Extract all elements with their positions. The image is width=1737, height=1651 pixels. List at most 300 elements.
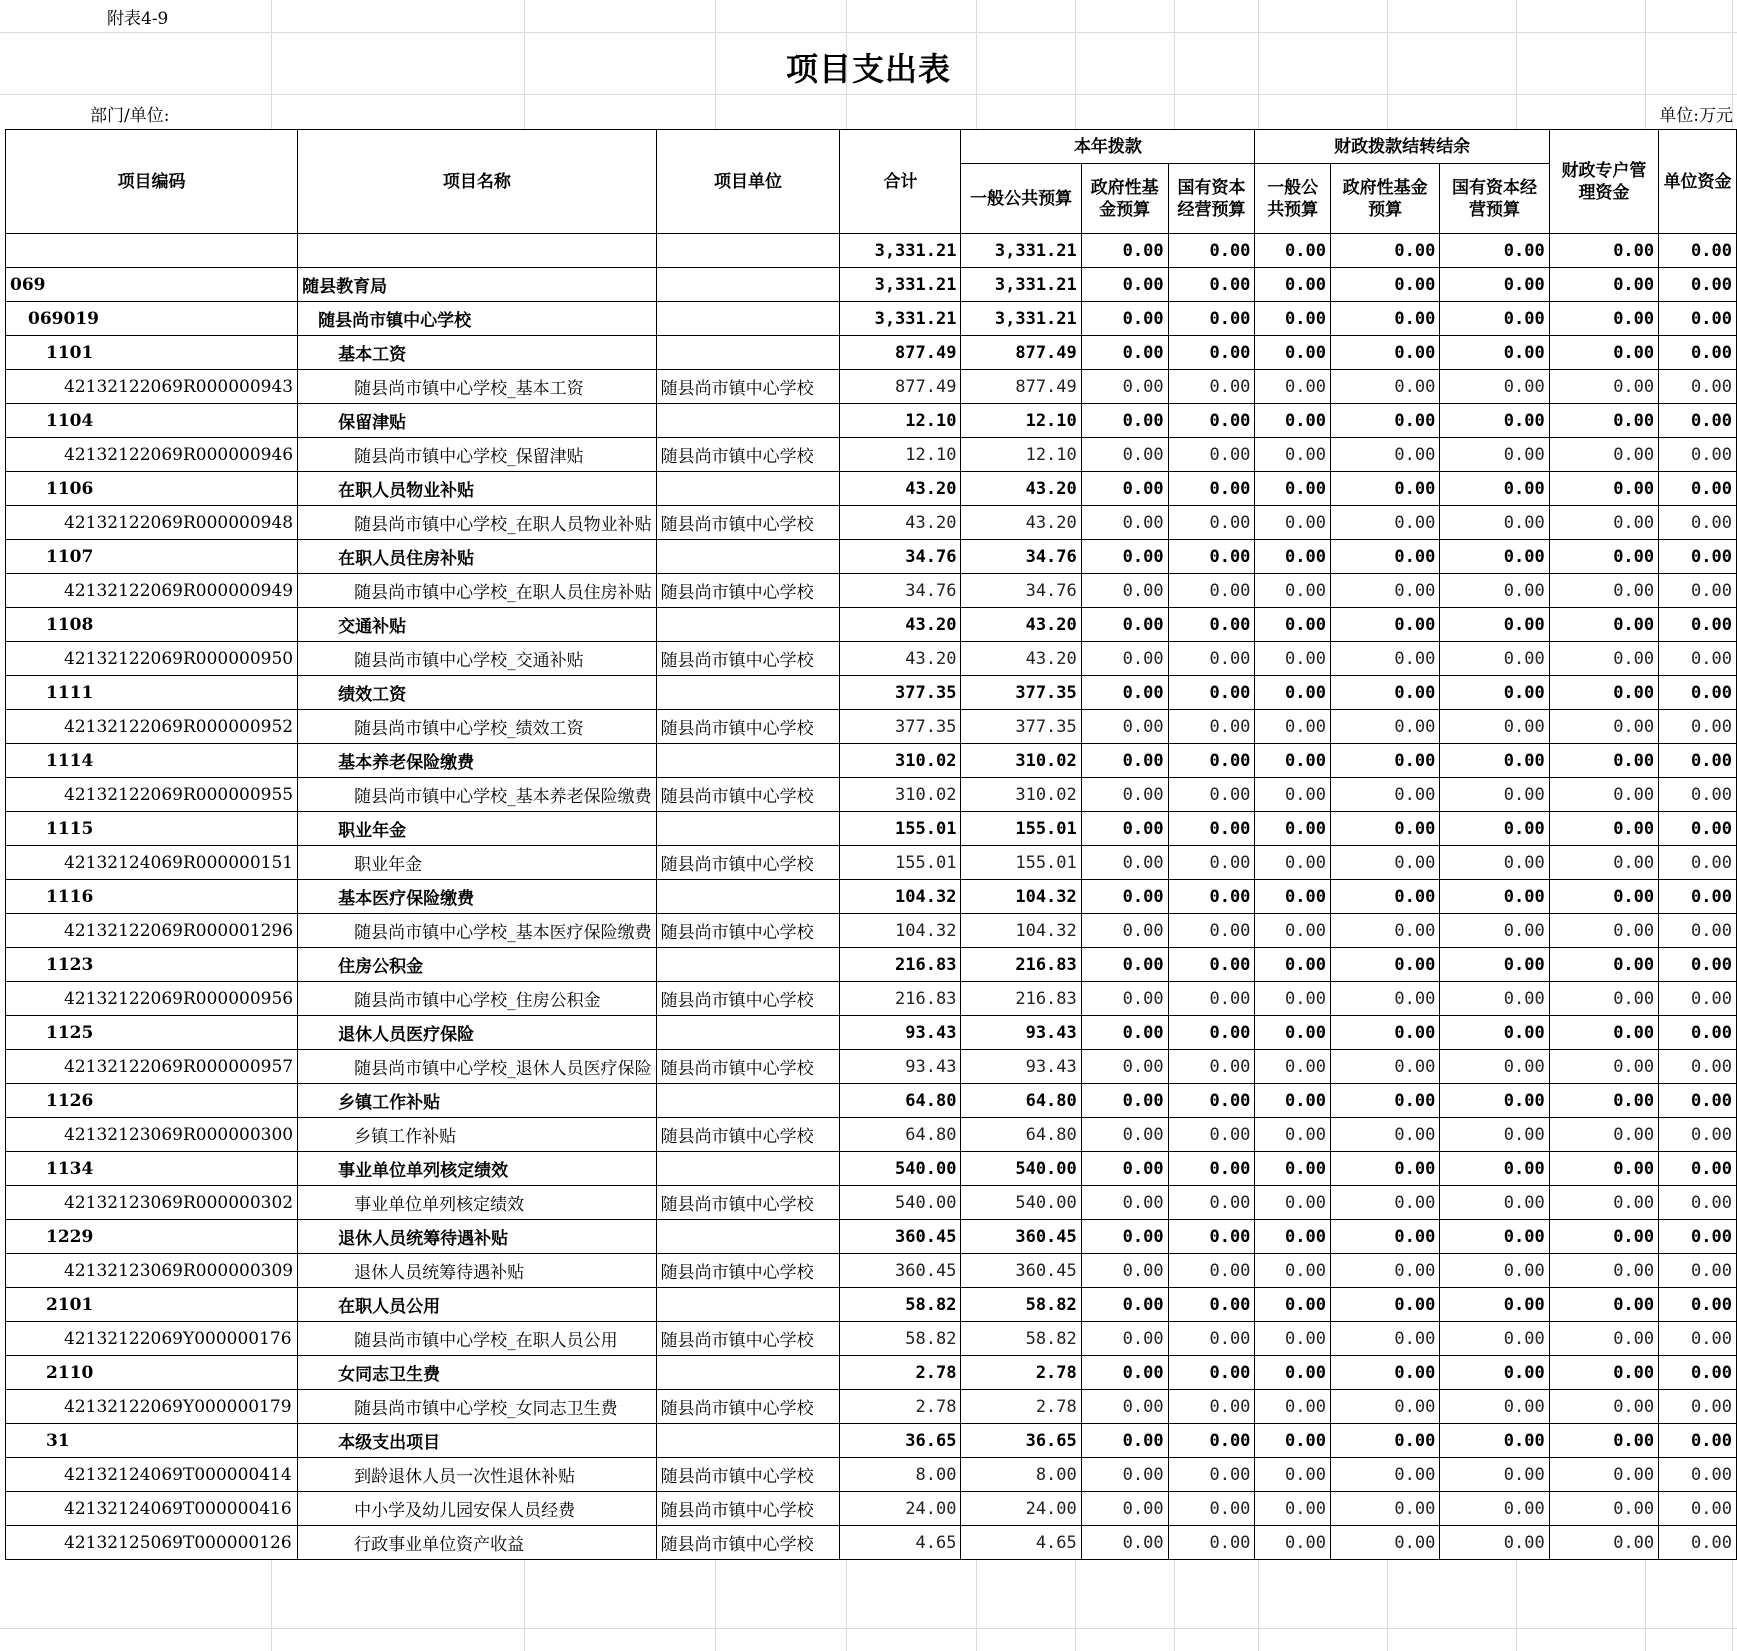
cell-amount: 155.01 (840, 846, 961, 880)
table-row (6, 506, 1737, 540)
cell-project-unit: 随县尚市镇中心学校 (656, 1390, 840, 1424)
cell-amount: 0.00 (1081, 1390, 1168, 1424)
cell-amount: 0.00 (1440, 982, 1549, 1016)
table-row (6, 914, 1737, 948)
cell-amount: 877.49 (961, 336, 1081, 370)
cell-amount: 0.00 (1081, 268, 1168, 302)
cell-amount: 0.00 (1081, 1492, 1168, 1526)
cell-amount: 0.00 (1659, 336, 1737, 370)
cell-project-unit (656, 676, 840, 710)
cell-project-name: 基本工资 (298, 336, 657, 370)
cell-amount: 0.00 (1330, 1288, 1439, 1322)
table-row (6, 370, 1737, 404)
cell-amount: 24.00 (840, 1492, 961, 1526)
cell-project-code: 42132122069Y000000179 (6, 1390, 298, 1424)
table-row (6, 812, 1737, 846)
cell-project-unit: 随县尚市镇中心学校 (656, 914, 840, 948)
cell-amount: 0.00 (1081, 472, 1168, 506)
cell-amount: 0.00 (1330, 540, 1439, 574)
cell-project-code: 42132122069R000000955 (6, 778, 298, 812)
cell-project-unit (656, 1220, 840, 1254)
cell-project-name: 在职人员住房补贴 (298, 540, 657, 574)
cell-project-unit: 随县尚市镇中心学校 (656, 778, 840, 812)
cell-amount: 0.00 (1440, 302, 1549, 336)
cell-amount: 0.00 (1330, 1492, 1439, 1526)
cell-amount: 0.00 (1330, 336, 1439, 370)
cell-project-name: 随县尚市镇中心学校_基本养老保险缴费 (298, 778, 657, 812)
cell-amount: 0.00 (1255, 1288, 1331, 1322)
cell-amount: 0.00 (1659, 710, 1737, 744)
cell-project-unit (656, 1016, 840, 1050)
cell-amount: 0.00 (1440, 914, 1549, 948)
table-row (6, 268, 1737, 302)
cell-amount: 0.00 (1081, 846, 1168, 880)
cell-amount: 540.00 (840, 1152, 961, 1186)
cell-amount: 0.00 (1168, 778, 1255, 812)
cell-amount: 93.43 (961, 1016, 1081, 1050)
cell-project-code: 1104 (6, 404, 298, 438)
cell-amount: 0.00 (1549, 1390, 1658, 1424)
cell-amount: 58.82 (840, 1288, 961, 1322)
cell-amount: 0.00 (1659, 540, 1737, 574)
cell-amount: 0.00 (1168, 506, 1255, 540)
cell-amount: 0.00 (1659, 982, 1737, 1016)
cell-amount: 0.00 (1081, 1424, 1168, 1458)
cell-amount: 0.00 (1168, 880, 1255, 914)
cell-amount: 0.00 (1440, 1390, 1549, 1424)
cell-project-unit (656, 472, 840, 506)
cell-amount: 3,331.21 (961, 268, 1081, 302)
cell-project-name: 在职人员公用 (298, 1288, 657, 1322)
cell-project-name: 乡镇工作补贴 (298, 1084, 657, 1118)
cell-amount: 0.00 (1255, 982, 1331, 1016)
cell-amount: 34.76 (840, 540, 961, 574)
table-row (6, 404, 1737, 438)
cell-amount: 360.45 (840, 1220, 961, 1254)
cell-amount: 0.00 (1549, 1084, 1658, 1118)
cell-project-name: 随县尚市镇中心学校_保留津贴 (298, 438, 657, 472)
table-row (6, 1016, 1737, 1050)
cell-amount: 0.00 (1330, 506, 1439, 540)
cell-amount: 0.00 (1549, 608, 1658, 642)
cell-amount: 0.00 (1168, 370, 1255, 404)
cell-amount: 377.35 (840, 710, 961, 744)
cell-amount: 0.00 (1440, 234, 1549, 268)
cell-amount: 0.00 (1081, 744, 1168, 778)
cell-project-name: 职业年金 (298, 812, 657, 846)
cell-amount: 0.00 (1255, 948, 1331, 982)
cell-project-name: 随县尚市镇中心学校_女同志卫生费 (298, 1390, 657, 1424)
cell-amount: 377.35 (961, 710, 1081, 744)
cell-amount: 0.00 (1081, 1220, 1168, 1254)
cell-amount: 0.00 (1659, 1118, 1737, 1152)
table-row (6, 1424, 1737, 1458)
cell-amount: 0.00 (1659, 1084, 1737, 1118)
cell-amount: 0.00 (1659, 608, 1737, 642)
cell-amount: 3,331.21 (840, 302, 961, 336)
cell-amount: 0.00 (1659, 1424, 1737, 1458)
cell-amount: 0.00 (1549, 540, 1658, 574)
cell-project-code: 42132122069R000000946 (6, 438, 298, 472)
cell-amount: 0.00 (1549, 914, 1658, 948)
gridline (0, 32, 1737, 33)
cell-amount: 0.00 (1440, 846, 1549, 880)
cell-project-unit: 随县尚市镇中心学校 (656, 370, 840, 404)
cell-amount: 0.00 (1081, 1084, 1168, 1118)
cell-amount: 0.00 (1330, 1220, 1439, 1254)
cell-project-code: 1126 (6, 1084, 298, 1118)
cell-amount: 0.00 (1659, 1016, 1737, 1050)
cell-amount: 0.00 (1330, 948, 1439, 982)
cell-project-name: 随县尚市镇中心学校_在职人员住房补贴 (298, 574, 657, 608)
cell-amount: 0.00 (1255, 404, 1331, 438)
cell-amount: 0.00 (1330, 642, 1439, 676)
cell-amount: 104.32 (961, 880, 1081, 914)
cell-amount: 0.00 (1549, 1152, 1658, 1186)
cell-project-code: 42132125069T000000126 (6, 1526, 298, 1560)
cell-amount: 0.00 (1659, 778, 1737, 812)
cell-project-name: 交通补贴 (298, 608, 657, 642)
cell-project-unit: 随县尚市镇中心学校 (656, 1458, 840, 1492)
cell-amount: 36.65 (961, 1424, 1081, 1458)
cell-project-unit (656, 1424, 840, 1458)
cell-amount: 0.00 (1330, 1356, 1439, 1390)
cell-project-code (6, 234, 298, 268)
cell-amount: 0.00 (1255, 1016, 1331, 1050)
table-row (6, 1526, 1737, 1560)
header-total: 合计 (840, 130, 961, 234)
cell-amount: 0.00 (1255, 302, 1331, 336)
cell-amount: 0.00 (1330, 982, 1439, 1016)
cell-project-name: 在职人员物业补贴 (298, 472, 657, 506)
cell-project-code: 1108 (6, 608, 298, 642)
header-gov-fund-budget: 政府性基金预算 (1081, 164, 1168, 234)
cell-amount: 0.00 (1081, 914, 1168, 948)
cell-amount: 0.00 (1330, 574, 1439, 608)
cell-project-unit: 随县尚市镇中心学校 (656, 1118, 840, 1152)
cell-project-code: 42132122069R000000950 (6, 642, 298, 676)
cell-project-unit: 随县尚市镇中心学校 (656, 574, 840, 608)
cell-amount: 0.00 (1659, 1220, 1737, 1254)
cell-amount: 0.00 (1255, 1458, 1331, 1492)
cell-project-name: 到龄退休人员一次性退休补贴 (298, 1458, 657, 1492)
cell-amount: 0.00 (1168, 336, 1255, 370)
table-row (6, 676, 1737, 710)
cell-amount: 93.43 (840, 1016, 961, 1050)
cell-amount: 43.20 (840, 472, 961, 506)
cell-amount: 877.49 (840, 370, 961, 404)
cell-amount: 0.00 (1168, 1288, 1255, 1322)
cell-amount: 0.00 (1659, 506, 1737, 540)
cell-amount: 0.00 (1330, 778, 1439, 812)
cell-amount: 0.00 (1440, 1186, 1549, 1220)
cell-amount: 0.00 (1549, 1254, 1658, 1288)
cell-amount: 0.00 (1081, 1526, 1168, 1560)
cell-project-name: 基本医疗保险缴费 (298, 880, 657, 914)
cell-amount: 0.00 (1659, 846, 1737, 880)
cell-project-name: 随县尚市镇中心学校_交通补贴 (298, 642, 657, 676)
cell-amount: 0.00 (1549, 1016, 1658, 1050)
cell-amount: 0.00 (1659, 676, 1737, 710)
cell-amount: 2.78 (840, 1390, 961, 1424)
cell-project-unit (656, 336, 840, 370)
cell-amount: 0.00 (1168, 574, 1255, 608)
header-own-funds: 单位资金 (1659, 130, 1737, 234)
cell-amount: 0.00 (1659, 1288, 1737, 1322)
cell-amount: 12.10 (961, 438, 1081, 472)
cell-amount: 0.00 (1168, 846, 1255, 880)
cell-project-name: 中小学及幼儿园安保人员经费 (298, 1492, 657, 1526)
cell-amount: 0.00 (1255, 710, 1331, 744)
cell-amount: 0.00 (1330, 1050, 1439, 1084)
cell-project-unit (656, 540, 840, 574)
cell-amount: 93.43 (961, 1050, 1081, 1084)
cell-amount: 0.00 (1255, 676, 1331, 710)
cell-amount: 877.49 (840, 336, 961, 370)
cell-amount: 0.00 (1549, 744, 1658, 778)
cell-amount: 0.00 (1440, 710, 1549, 744)
cell-amount: 0.00 (1659, 880, 1737, 914)
cell-amount: 64.80 (840, 1084, 961, 1118)
cell-amount: 0.00 (1659, 1186, 1737, 1220)
header-state-capital-budget: 国有资本经营预算 (1168, 164, 1255, 234)
cell-project-code: 1106 (6, 472, 298, 506)
cell-amount: 0.00 (1549, 1458, 1658, 1492)
cell-amount: 0.00 (1255, 846, 1331, 880)
cell-amount: 0.00 (1440, 1016, 1549, 1050)
cell-project-name (298, 234, 657, 268)
cell-amount: 0.00 (1081, 370, 1168, 404)
cell-amount: 0.00 (1659, 1458, 1737, 1492)
cell-amount: 0.00 (1549, 1492, 1658, 1526)
cell-amount: 0.00 (1440, 1458, 1549, 1492)
cell-amount: 0.00 (1168, 812, 1255, 846)
cell-amount: 0.00 (1168, 404, 1255, 438)
cell-amount: 0.00 (1081, 404, 1168, 438)
cell-amount: 3,331.21 (840, 268, 961, 302)
cell-project-code: 069019 (6, 302, 298, 336)
cell-amount: 0.00 (1440, 642, 1549, 676)
cell-project-name: 随县尚市镇中心学校_在职人员物业补贴 (298, 506, 657, 540)
cell-amount: 0.00 (1330, 846, 1439, 880)
cell-project-name: 住房公积金 (298, 948, 657, 982)
cell-amount: 64.80 (840, 1118, 961, 1152)
cell-amount: 0.00 (1440, 1424, 1549, 1458)
cell-amount: 0.00 (1330, 1186, 1439, 1220)
cell-amount: 0.00 (1330, 234, 1439, 268)
header-carryover-gov-fund-budget: 政府性基金预算 (1330, 164, 1439, 234)
cell-amount: 0.00 (1168, 472, 1255, 506)
cell-amount: 34.76 (961, 540, 1081, 574)
cell-amount: 0.00 (1440, 268, 1549, 302)
cell-amount: 0.00 (1081, 982, 1168, 1016)
cell-amount: 0.00 (1255, 336, 1331, 370)
cell-project-name: 行政事业单位资产收益 (298, 1526, 657, 1560)
cell-amount: 0.00 (1330, 268, 1439, 302)
cell-amount: 0.00 (1081, 506, 1168, 540)
cell-amount: 0.00 (1330, 608, 1439, 642)
cell-amount: 0.00 (1081, 812, 1168, 846)
cell-project-unit: 随县尚市镇中心学校 (656, 1492, 840, 1526)
cell-amount: 3,331.21 (840, 234, 961, 268)
table-row (6, 642, 1737, 676)
cell-amount: 4.65 (961, 1526, 1081, 1560)
cell-amount: 2.78 (961, 1356, 1081, 1390)
table-row (6, 1152, 1737, 1186)
cell-project-code: 2110 (6, 1356, 298, 1390)
cell-amount: 0.00 (1081, 642, 1168, 676)
cell-amount: 0.00 (1081, 1356, 1168, 1390)
cell-amount: 0.00 (1168, 676, 1255, 710)
table-row (6, 880, 1737, 914)
cell-amount: 0.00 (1659, 1492, 1737, 1526)
cell-amount: 0.00 (1549, 1050, 1658, 1084)
cell-amount: 0.00 (1168, 1458, 1255, 1492)
cell-amount: 0.00 (1440, 1492, 1549, 1526)
cell-project-code: 42132122069R000000949 (6, 574, 298, 608)
cell-amount: 0.00 (1440, 506, 1549, 540)
cell-project-code: 42132122069Y000000176 (6, 1322, 298, 1356)
header-current-year-appropriation: 本年拨款 (961, 130, 1255, 164)
cell-amount: 0.00 (1168, 710, 1255, 744)
cell-amount: 0.00 (1255, 1390, 1331, 1424)
cell-amount: 0.00 (1168, 1424, 1255, 1458)
cell-amount: 0.00 (1549, 1220, 1658, 1254)
cell-amount: 0.00 (1255, 1050, 1331, 1084)
cell-amount: 0.00 (1255, 1254, 1331, 1288)
cell-amount: 0.00 (1168, 1356, 1255, 1390)
cell-amount: 0.00 (1168, 914, 1255, 948)
cell-amount: 0.00 (1081, 778, 1168, 812)
cell-amount: 0.00 (1168, 540, 1255, 574)
cell-amount: 104.32 (961, 914, 1081, 948)
cell-amount: 0.00 (1440, 1356, 1549, 1390)
cell-amount: 0.00 (1168, 948, 1255, 982)
appendix-label: 附表4-9 (107, 9, 169, 29)
cell-amount: 0.00 (1081, 1322, 1168, 1356)
cell-project-unit: 随县尚市镇中心学校 (656, 1322, 840, 1356)
table-row (6, 778, 1737, 812)
cell-amount: 0.00 (1330, 302, 1439, 336)
cell-amount: 0.00 (1168, 1322, 1255, 1356)
cell-project-name: 保留津贴 (298, 404, 657, 438)
cell-amount: 0.00 (1549, 268, 1658, 302)
cell-amount: 216.83 (961, 948, 1081, 982)
cell-amount: 0.00 (1440, 404, 1549, 438)
header-carryover-general-budget: 一般公共预算 (1255, 164, 1331, 234)
cell-amount: 0.00 (1255, 914, 1331, 948)
cell-amount: 0.00 (1440, 1322, 1549, 1356)
cell-amount: 0.00 (1330, 812, 1439, 846)
cell-amount: 0.00 (1255, 1356, 1331, 1390)
cell-amount: 0.00 (1255, 1186, 1331, 1220)
gridline (0, 1628, 1737, 1629)
cell-project-unit: 随县尚市镇中心学校 (656, 642, 840, 676)
cell-amount: 0.00 (1081, 1152, 1168, 1186)
cell-amount: 43.20 (840, 608, 961, 642)
cell-amount: 0.00 (1255, 438, 1331, 472)
cell-amount: 540.00 (961, 1186, 1081, 1220)
cell-amount: 0.00 (1330, 914, 1439, 948)
cell-amount: 0.00 (1440, 608, 1549, 642)
cell-amount: 12.10 (840, 438, 961, 472)
project-expenditure-table (5, 129, 1737, 1560)
cell-amount: 0.00 (1549, 778, 1658, 812)
cell-amount: 104.32 (840, 880, 961, 914)
header-project-name: 项目名称 (298, 130, 657, 234)
cell-project-code: 42132122069R000000943 (6, 370, 298, 404)
cell-project-unit (656, 608, 840, 642)
cell-amount: 0.00 (1659, 642, 1737, 676)
cell-amount: 216.83 (961, 982, 1081, 1016)
cell-project-code: 1107 (6, 540, 298, 574)
cell-amount: 0.00 (1549, 336, 1658, 370)
table-row (6, 1254, 1737, 1288)
cell-amount: 0.00 (1168, 1526, 1255, 1560)
cell-amount: 0.00 (1255, 370, 1331, 404)
cell-amount: 0.00 (1330, 1526, 1439, 1560)
currency-unit-label: 单位:万元 (1659, 106, 1733, 126)
cell-project-unit (656, 744, 840, 778)
cell-amount: 0.00 (1549, 880, 1658, 914)
cell-amount: 0.00 (1330, 1254, 1439, 1288)
cell-amount: 0.00 (1168, 744, 1255, 778)
cell-amount: 0.00 (1255, 778, 1331, 812)
cell-project-code: 42132122069R000000948 (6, 506, 298, 540)
cell-amount: 0.00 (1330, 880, 1439, 914)
table-row (6, 234, 1737, 268)
cell-amount: 0.00 (1549, 846, 1658, 880)
cell-amount: 64.80 (961, 1118, 1081, 1152)
cell-amount: 0.00 (1081, 710, 1168, 744)
cell-amount: 0.00 (1549, 438, 1658, 472)
cell-project-code: 42132123069R000000302 (6, 1186, 298, 1220)
cell-amount: 0.00 (1330, 1390, 1439, 1424)
cell-amount: 0.00 (1168, 642, 1255, 676)
cell-project-name: 基本养老保险缴费 (298, 744, 657, 778)
cell-amount: 4.65 (840, 1526, 961, 1560)
cell-amount: 64.80 (961, 1084, 1081, 1118)
cell-amount: 0.00 (1081, 1016, 1168, 1050)
table-row (6, 336, 1737, 370)
cell-amount: 0.00 (1330, 1424, 1439, 1458)
cell-amount: 360.45 (840, 1254, 961, 1288)
cell-project-name: 乡镇工作补贴 (298, 1118, 657, 1152)
cell-amount: 0.00 (1549, 1118, 1658, 1152)
cell-amount: 0.00 (1255, 234, 1331, 268)
cell-amount: 0.00 (1549, 642, 1658, 676)
cell-project-unit (656, 880, 840, 914)
table-row (6, 1288, 1737, 1322)
cell-amount: 0.00 (1168, 234, 1255, 268)
cell-project-code: 42132123069R000000309 (6, 1254, 298, 1288)
cell-amount: 0.00 (1659, 268, 1737, 302)
cell-project-unit (656, 268, 840, 302)
cell-project-code: 42132124069T000000416 (6, 1492, 298, 1526)
cell-amount: 0.00 (1081, 1288, 1168, 1322)
table-row (6, 1390, 1737, 1424)
cell-amount: 0.00 (1168, 1050, 1255, 1084)
table-row (6, 472, 1737, 506)
cell-amount: 0.00 (1255, 1322, 1331, 1356)
cell-project-unit: 随县尚市镇中心学校 (656, 1050, 840, 1084)
cell-project-name: 随县尚市镇中心学校_在职人员公用 (298, 1322, 657, 1356)
cell-amount: 2.78 (840, 1356, 961, 1390)
cell-project-name: 随县尚市镇中心学校_退休人员医疗保险 (298, 1050, 657, 1084)
cell-amount: 216.83 (840, 948, 961, 982)
cell-amount: 310.02 (961, 778, 1081, 812)
table-row (6, 1492, 1737, 1526)
